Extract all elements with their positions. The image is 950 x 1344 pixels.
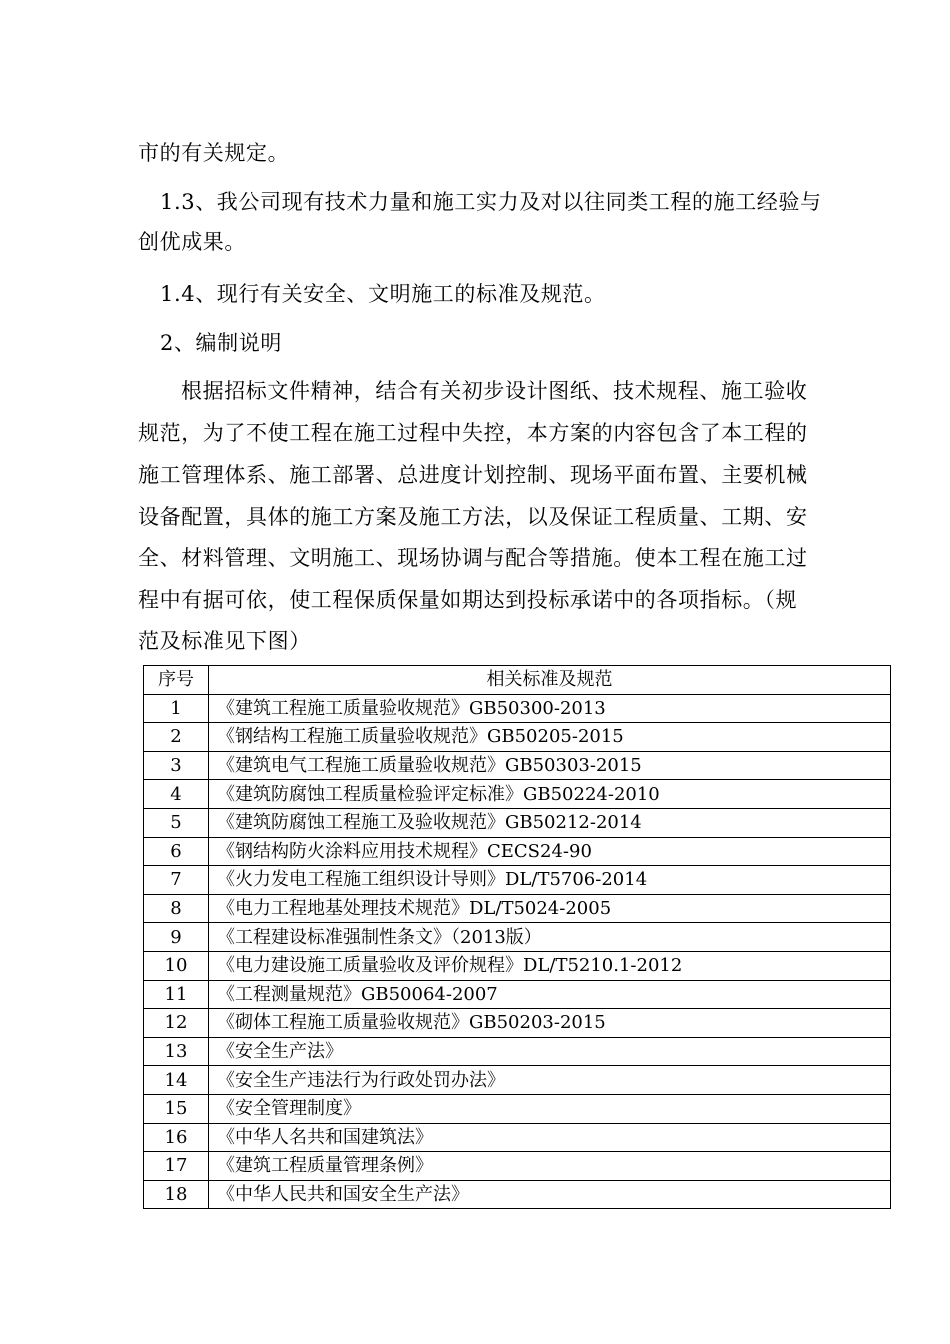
standard-name: 《钢结构防火涂料应用技术规程》CECS24-90 bbox=[209, 837, 891, 866]
table-row bbox=[144, 694, 891, 723]
table-header-row bbox=[144, 666, 891, 695]
paragraph-line: 施工管理体系、施工部署、总进度计划控制、现场平面布置、主要机械 bbox=[138, 463, 808, 487]
standards-table bbox=[143, 665, 891, 1209]
standard-name: 《工程建设标准强制性条文》（2013版） bbox=[209, 923, 891, 952]
paragraph-line: 设备配置，具体的施工方案及施工方法，以及保证工程质量、工期、安 bbox=[138, 505, 808, 529]
paragraph-line: 全、材料管理、文明施工、现场协调与配合等措施。使本工程在施工过 bbox=[138, 546, 808, 570]
table-row bbox=[144, 923, 891, 952]
row-number: 7 bbox=[144, 866, 209, 895]
table-row bbox=[144, 980, 891, 1009]
table-row bbox=[144, 1123, 891, 1152]
paragraph-line: 创优成果。 bbox=[138, 230, 246, 254]
section-heading: 2、编制说明 bbox=[160, 331, 282, 355]
table-row bbox=[144, 723, 891, 752]
table-row bbox=[144, 780, 891, 809]
row-number: 9 bbox=[144, 923, 209, 952]
table-row bbox=[144, 1094, 891, 1123]
standard-name: 《建筑工程施工质量验收规范》GB50300-2013 bbox=[209, 694, 891, 723]
paragraph-line: 市的有关规定。 bbox=[138, 141, 290, 165]
table-row bbox=[144, 1066, 891, 1095]
row-number: 12 bbox=[144, 1009, 209, 1038]
paragraph-line: 1.4、现行有关安全、文明施工的标准及规范。 bbox=[160, 282, 606, 306]
standard-name: 《砌体工程施工质量验收规范》GB50203-2015 bbox=[209, 1009, 891, 1038]
paragraph-line: 范及标准见下图） bbox=[138, 629, 311, 653]
standard-name: 《火力发电工程施工组织设计导则》DL/T5706-2014 bbox=[209, 866, 891, 895]
row-number: 13 bbox=[144, 1037, 209, 1066]
paragraph-line: 程中有据可依，使工程保质保量如期达到投标承诺中的各项指标。（规 bbox=[138, 588, 798, 612]
row-number: 14 bbox=[144, 1066, 209, 1095]
table-row bbox=[144, 866, 891, 895]
row-number: 1 bbox=[144, 694, 209, 723]
standard-name: 《安全生产违法行为行政处罚办法》 bbox=[209, 1066, 891, 1095]
table-row bbox=[144, 1009, 891, 1038]
row-number: 4 bbox=[144, 780, 209, 809]
standard-name: 《安全生产法》 bbox=[209, 1037, 891, 1066]
table-row bbox=[144, 1180, 891, 1209]
header-serial-number: 序号 bbox=[144, 666, 209, 695]
standard-name: 《建筑防腐蚀工程质量检验评定标准》GB50224-2010 bbox=[209, 780, 891, 809]
row-number: 16 bbox=[144, 1123, 209, 1152]
row-number: 3 bbox=[144, 751, 209, 780]
paragraph-line: 1.3、我公司现有技术力量和施工实力及对以往同类工程的施工经验与 bbox=[160, 190, 822, 214]
header-standard-name: 相关标准及规范 bbox=[209, 666, 891, 695]
table-row bbox=[144, 751, 891, 780]
standard-name: 《建筑电气工程施工质量验收规范》GB50303-2015 bbox=[209, 751, 891, 780]
standard-name: 《工程测量规范》GB50064-2007 bbox=[209, 980, 891, 1009]
standard-name: 《建筑工程质量管理条例》 bbox=[209, 1152, 891, 1181]
standard-name: 《安全管理制度》 bbox=[209, 1094, 891, 1123]
table-row bbox=[144, 808, 891, 837]
row-number: 10 bbox=[144, 951, 209, 980]
row-number: 6 bbox=[144, 837, 209, 866]
paragraph-line: 规范，为了不使工程在施工过程中失控，本方案的内容包含了本工程的 bbox=[138, 421, 808, 445]
standard-name: 《电力建设施工质量验收及评价规程》DL/T5210.1-2012 bbox=[209, 951, 891, 980]
table-row bbox=[144, 894, 891, 923]
paragraph-line: 根据招标文件精神，结合有关初步设计图纸、技术规程、施工验收 bbox=[181, 379, 808, 403]
standard-name: 《建筑防腐蚀工程施工及验收规范》GB50212-2014 bbox=[209, 808, 891, 837]
table-row bbox=[144, 951, 891, 980]
table-row bbox=[144, 1037, 891, 1066]
standard-name: 《中华人民共和国安全生产法》 bbox=[209, 1180, 891, 1209]
table-row bbox=[144, 837, 891, 866]
standard-name: 《中华人名共和国建筑法》 bbox=[209, 1123, 891, 1152]
row-number: 18 bbox=[144, 1180, 209, 1209]
standard-name: 《电力工程地基处理技术规范》DL/T5024-2005 bbox=[209, 894, 891, 923]
row-number: 8 bbox=[144, 894, 209, 923]
row-number: 5 bbox=[144, 808, 209, 837]
row-number: 17 bbox=[144, 1152, 209, 1181]
row-number: 15 bbox=[144, 1094, 209, 1123]
row-number: 11 bbox=[144, 980, 209, 1009]
standard-name: 《钢结构工程施工质量验收规范》GB50205-2015 bbox=[209, 723, 891, 752]
row-number: 2 bbox=[144, 723, 209, 752]
table-row bbox=[144, 1152, 891, 1181]
